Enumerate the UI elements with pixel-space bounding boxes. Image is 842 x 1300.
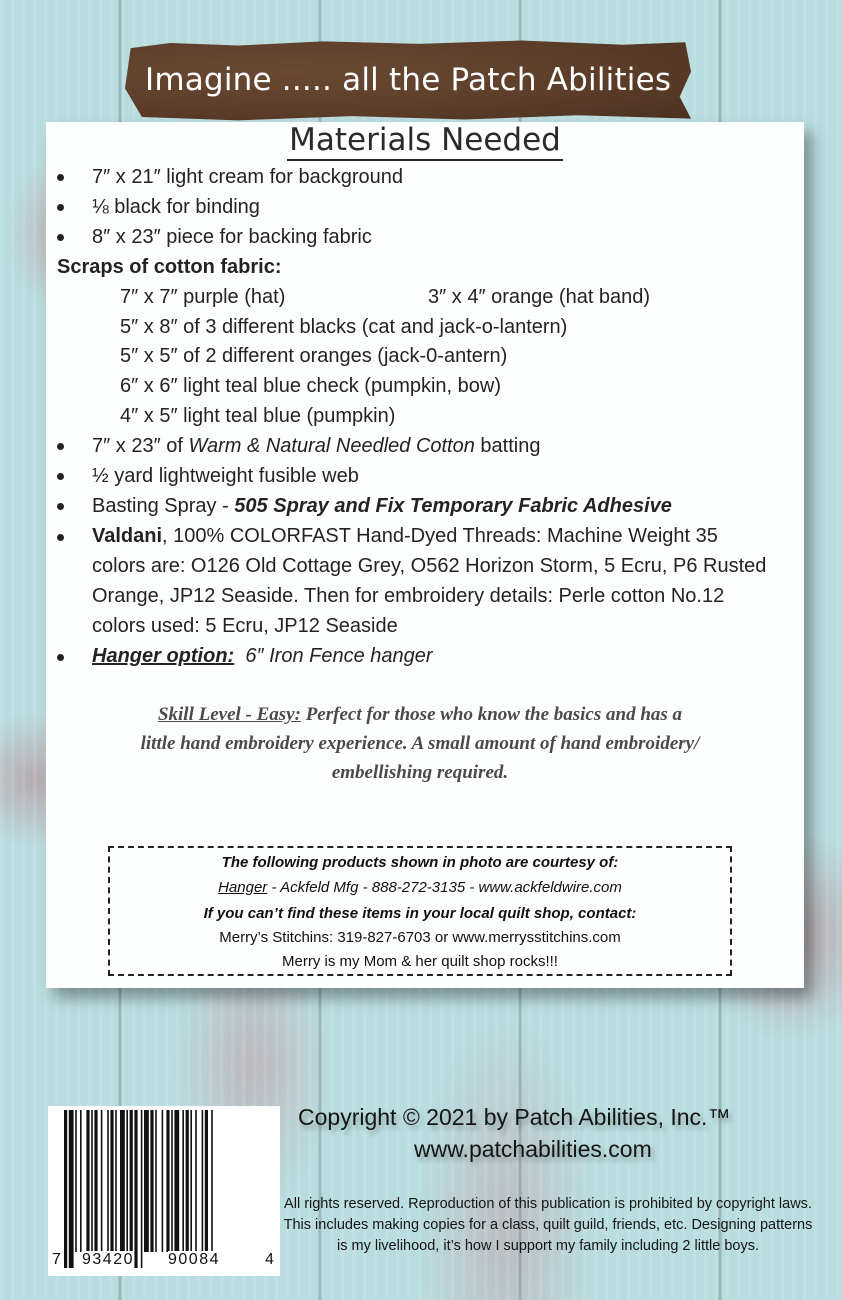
barcode-bar <box>115 1110 117 1252</box>
barcode-bar <box>75 1110 77 1252</box>
courtesy-line-4: Merry’s Stitchins: 319-827-6703 or www.merrysstitchins.com <box>219 929 621 946</box>
barcode-bar <box>69 1110 74 1268</box>
scrap-teal: 4″ x 5″ light teal blue (pumpkin) <box>120 405 396 427</box>
barcode-bar <box>86 1110 89 1252</box>
scrap-orange-band: 3″ x 4″ orange (hat band) <box>428 286 651 308</box>
copyright-notice: Copyright © 2021 by Patch Abilities, Inc.™ <box>298 1104 731 1130</box>
barcode-group-1: 93420 <box>82 1251 134 1268</box>
website-url: www.patchabilities.com <box>414 1136 652 1162</box>
bullet-dot <box>57 473 64 480</box>
valdani-colors-used-line: colors used: 5 Ecru, JP12 Seaside <box>92 615 398 637</box>
valdani-colors-line: colors are: O126 Old Cottage Grey, O562 Horizon Storm, 5 Ecru, P6 Rusted <box>92 555 767 577</box>
barcode-bar <box>202 1110 204 1252</box>
bullet-dot <box>57 234 64 241</box>
materials-title <box>0 122 842 161</box>
bullet-dot <box>57 174 64 181</box>
list-item-backing: 8″ x 23″ piece for backing fabric <box>92 226 372 248</box>
batting-brand: Warm & Natural Needled Cotton <box>188 435 475 457</box>
banner-tagline: Imagine ..... all the Patch Abilities <box>145 62 672 98</box>
scrap-blacks: 5″ x 8″ of 3 different blacks (cat and jack-o-lantern) <box>120 316 568 338</box>
barcode-digit-left: 7 <box>52 1251 61 1268</box>
list-item-hanger <box>92 644 433 668</box>
barcode-bar <box>144 1110 149 1252</box>
batting-suffix: batting <box>474 435 541 457</box>
courtesy-hanger-rest: - Ackfeld Mfg - 888-272-3135 - www.ackfeldwire.com <box>267 879 622 896</box>
list-item-batting <box>92 434 540 458</box>
barcode-bar <box>110 1110 113 1252</box>
barcode-bar <box>64 1110 67 1268</box>
scraps-heading: Scraps of cotton fabric: <box>57 256 282 278</box>
scrap-purple: 7″ x 7″ purple (hat) <box>120 286 286 308</box>
barcode-bar <box>174 1110 179 1252</box>
scrap-oranges: 5″ x 5″ of 2 different oranges (jack-0-antern) <box>120 345 508 367</box>
list-item-binding: ⅛ black for binding <box>92 196 260 218</box>
barcode-bar <box>211 1110 213 1268</box>
skill-line3: embellishing required. <box>331 762 509 783</box>
barcode-bar <box>91 1110 93 1252</box>
hanger-label: Hanger option: <box>92 645 235 667</box>
valdani-brand: Valdani <box>92 525 163 547</box>
bullet-dot <box>57 503 64 510</box>
barcode-bar <box>126 1110 128 1252</box>
scrap-teal-check: 6″ x 6″ light teal blue check (pumpkin, bow) <box>120 375 502 397</box>
courtesy-hanger-label: Hanger <box>218 879 268 896</box>
courtesy-line-2 <box>108 877 732 899</box>
barcode-bar <box>155 1110 157 1252</box>
list-item-spray <box>92 494 672 518</box>
courtesy-line-1: The following products shown in photo are courtesy of: <box>221 854 619 871</box>
bullet-dot <box>57 204 64 211</box>
barcode-bar <box>171 1110 173 1252</box>
skill-line2: little hand embroidery experience. A small amount of hand embroidery/ <box>140 733 700 754</box>
barcode-bar <box>195 1110 197 1252</box>
valdani-desc: , 100% COLORFAST Hand-Dyed Threads: Machine Weight 35 <box>162 525 718 547</box>
hanger-value: 6″ Iron Fence hanger <box>245 645 433 667</box>
bullet-dot <box>57 654 64 661</box>
barcode-bar <box>166 1110 169 1252</box>
barcode-bar <box>190 1110 192 1252</box>
barcode-bar <box>101 1110 103 1252</box>
skill-line1: Perfect for those who know the basics and has a <box>300 704 683 725</box>
barcode-bar <box>162 1110 164 1252</box>
barcode-bar <box>186 1110 189 1252</box>
batting-size: 7″ x 23″ of <box>92 435 189 457</box>
barcode-bar <box>182 1110 184 1252</box>
barcode-bar <box>150 1110 153 1252</box>
list-item-valdani <box>92 524 718 548</box>
courtesy-line-5: Merry is my Mom & her quilt shop rocks!!! <box>282 953 558 970</box>
skill-level-note <box>70 700 770 787</box>
barcode-bar <box>107 1110 109 1252</box>
spray-product: 505 Spray and Fix Temporary Fabric Adhesive <box>234 495 672 517</box>
spray-label: Basting Spray - <box>92 495 235 517</box>
bullet-dot <box>57 443 64 450</box>
barcode-bar <box>141 1110 143 1268</box>
legal-notice: All rights reserved. Reproduction of this publication is prohibited by copyright laws. This includes making copies for a class, quilt guild, friends, etc. Designing patterns is my livelihood, it’s how I support my family including 2 little boys. <box>283 1196 813 1254</box>
list-item-fusible: ½ yard lightweight fusible web <box>92 465 359 487</box>
list-item-background-fabric: 7″ x 21″ light cream for background <box>92 166 403 188</box>
barcode-bar <box>134 1110 137 1268</box>
barcode-bar <box>120 1110 125 1252</box>
barcode-group-2: 90084 <box>168 1251 220 1268</box>
courtesy-line-3: If you can’t find these items in your local quilt shop, contact: <box>203 905 637 922</box>
barcode-bar <box>94 1110 97 1252</box>
barcode-digit-right: 4 <box>265 1251 274 1268</box>
barcode-bar <box>80 1110 82 1252</box>
barcode-bar <box>205 1110 208 1252</box>
materials-title-text: Materials Needed <box>287 122 563 161</box>
valdani-embroidery-line: Orange, JP12 Seaside. Then for embroidery details: Perle cotton No.12 <box>92 585 725 607</box>
bullet-dot <box>57 534 64 541</box>
barcode-bar <box>130 1110 133 1252</box>
skill-label: Skill Level - Easy: <box>157 704 301 725</box>
